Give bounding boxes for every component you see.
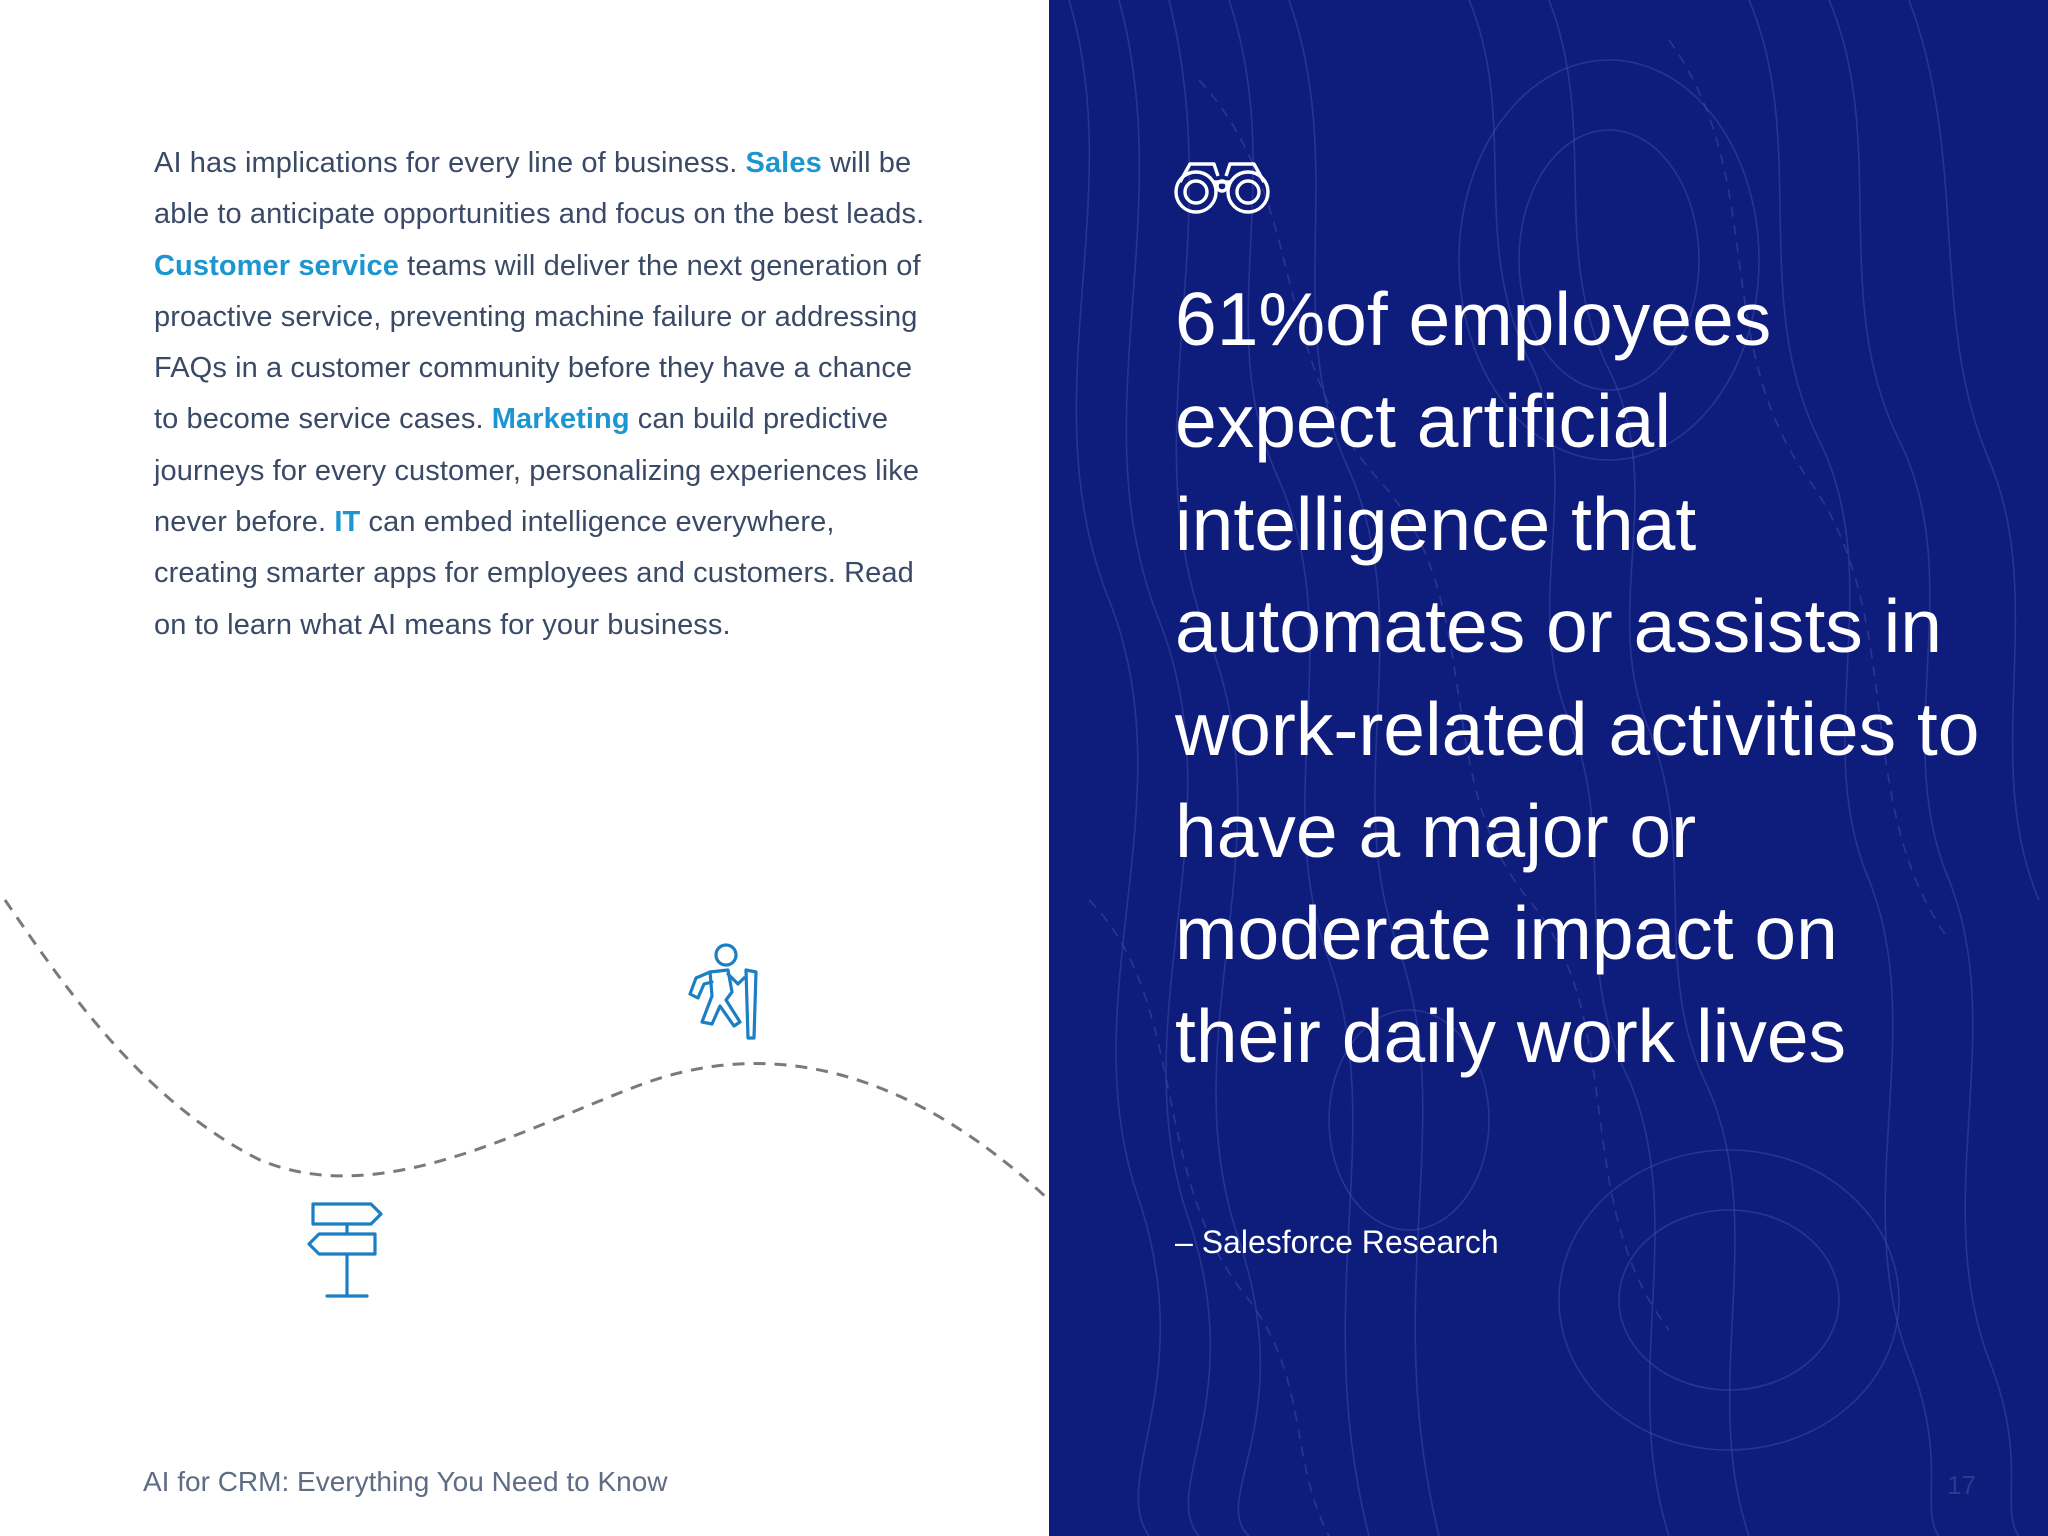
statistic-quote: 61%of employees expect artificial intelligence that automates or assists in work-related activities to have a major or moderate impact on their daily work lives [1175, 277, 1980, 1078]
body-text-4: can build predictive journeys for every customer, personalizing experiences like never before. [154, 403, 920, 539]
quote-source: – Salesforce Research [1175, 1224, 1499, 1260]
document-title-footer: AI for CRM: Everything You Need to Know [143, 1466, 668, 1497]
body-text-3: teams will deliver the next generation of proactive service, preventing machine failure or addressing FAQs in a customer community before they have a chance to become service cases. [154, 249, 921, 436]
marketing-highlight: Marketing [491, 403, 630, 436]
it-highlight: IT [334, 506, 361, 539]
body-text-5: can embed intelligence everywhere, creating smarter apps for employees and customers. Read on to learn what AI means for your business. [154, 506, 914, 641]
binoculars-icon [1174, 156, 1270, 216]
sales-highlight: Sales [745, 147, 822, 179]
body-text-1: AI has implications for every line of business. [154, 147, 746, 179]
page-number: 17 [1947, 1470, 1976, 1500]
intro-paragraph [154, 138, 944, 651]
signpost-icon [305, 1200, 385, 1300]
body-text-2: will be able to anticipate opportunities and focus on the best leads. [154, 147, 925, 231]
hiker-icon [682, 940, 762, 1040]
customer-service-highlight: Customer service [154, 249, 399, 282]
dashed-trail-path [0, 860, 1049, 1220]
